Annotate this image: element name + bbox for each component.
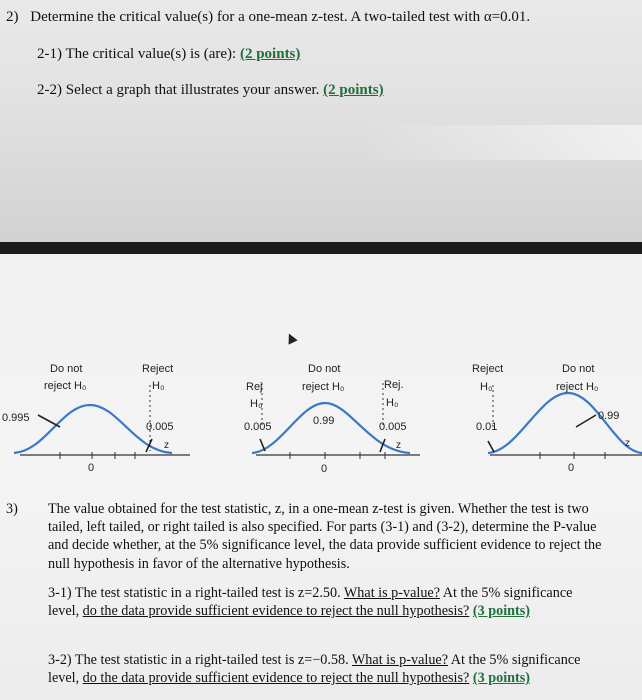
graph-b-axis-zero: 0 — [321, 463, 328, 475]
graph-c-axis-zero: 0 — [568, 462, 575, 474]
page-divider-bar — [0, 242, 642, 254]
question-3-number: 3) — [6, 501, 18, 517]
question-2-1 — [37, 46, 300, 63]
question-2-1-prompt: 2-1) The critical value(s) is (are): — [37, 46, 240, 62]
graph-b-left-value: 0.005 — [244, 421, 272, 433]
graph-c-right-value: 0.99 — [598, 410, 620, 422]
graph-a-axis-zero: 0 — [88, 462, 95, 474]
question-3-2-level: level, — [48, 670, 83, 687]
graph-c-right-label-2: reject H₀ — [556, 381, 599, 393]
graph-c-left-value: 0.01 — [476, 421, 498, 433]
question-3-2-statement: 3-2) The test statistic in a right-tailed test is z=−0.58. — [48, 652, 352, 668]
question-3-1-statement: 3-1) The test statistic in a right-tailed test is z=2.50. — [48, 585, 344, 601]
question-3-2-decision-prompt: do the data provide sufficient evidence to reject the null hypothesis? — [82, 670, 470, 687]
graph-b-left-label-2: H₀ — [250, 398, 263, 410]
question-3-2-points: (3 points) — [472, 670, 530, 687]
question-3-paragraph — [48, 500, 638, 573]
light-glare — [360, 125, 642, 160]
question-2-2-points: (2 points) — [323, 82, 384, 98]
graph-b-center-value: 0.99 — [313, 415, 335, 427]
question-3-1 — [48, 584, 638, 620]
question-2-1-points: (2 points) — [239, 46, 301, 62]
graph-a-left-label-2: reject H₀ — [44, 380, 87, 392]
question-3-1-points: (3 points) — [472, 603, 530, 620]
question-3-1-level: level, — [48, 603, 83, 620]
graph-a-left-label-1: Do not — [50, 363, 83, 375]
question-3-line-1: The value obtained for the test statistic, z, in a one-mean z-test is given. Whether the test is two — [48, 501, 589, 517]
graph-a-axis-z: z — [164, 440, 169, 451]
graph-c-right-label-1: Do not — [562, 363, 595, 375]
graph-c-left-label-1: Reject — [472, 363, 504, 375]
graph-a-right-value: 0.005 — [146, 421, 174, 433]
graph-b-center-label-2: reject H₀ — [302, 381, 345, 393]
question-2-2 — [37, 82, 384, 99]
graph-b-right-label-1: Rej. — [384, 379, 404, 391]
question-3-line-2: tailed, left tailed, or right tailed is also specified. For parts (3-1) and (3-2), determine the P-value — [48, 519, 597, 536]
graph-a-right-label-2: H₀ — [152, 380, 165, 392]
question-3-1-pvalue-prompt: What is p-value? — [343, 585, 441, 601]
graph-option-b[interactable] — [240, 355, 430, 485]
graph-a-left-value: 0.995 — [2, 412, 30, 424]
question-3-line-4: null hypothesis in favor of the alternative hypothesis. — [48, 555, 350, 572]
question-3-1-significance: At the 5% significance — [440, 585, 573, 601]
question-2-heading — [6, 9, 530, 26]
graph-b-right-label-2: H₀ — [386, 397, 399, 409]
graph-b-axis-z: z — [396, 440, 401, 451]
graph-b-center-label-1: Do not — [308, 363, 341, 375]
graph-option-a[interactable] — [0, 355, 200, 485]
question-2-2-prompt: 2-2) Select a graph that illustrates your answer. — [37, 82, 324, 98]
graph-c-axis-z: z — [625, 438, 630, 449]
graph-a-right-label-1: Reject — [142, 363, 174, 375]
paper-top-background — [0, 0, 642, 242]
question-3-1-decision-prompt: do the data provide sufficient evidence to reject the null hypothesis? — [82, 603, 470, 620]
graph-b-left-label-1: Rej — [246, 381, 263, 393]
question-3-2-significance: At the 5% significance — [448, 652, 581, 668]
question-2-text: Determine the critical value(s) for a one-mean z-test. A two-tailed test with α=0.01. — [30, 9, 531, 25]
question-3-2-pvalue-prompt: What is p-value? — [351, 652, 449, 668]
question-3-line-3: and decide whether, at the 5% significance level, the data provide sufficient evidence to reject the — [48, 537, 602, 554]
question-3-2 — [48, 651, 638, 687]
graph-option-c[interactable] — [470, 355, 642, 485]
graph-c-left-label-2: H₀ — [480, 381, 493, 393]
question-2-number: 2) — [6, 9, 19, 25]
graph-b-right-value: 0.005 — [379, 421, 407, 433]
